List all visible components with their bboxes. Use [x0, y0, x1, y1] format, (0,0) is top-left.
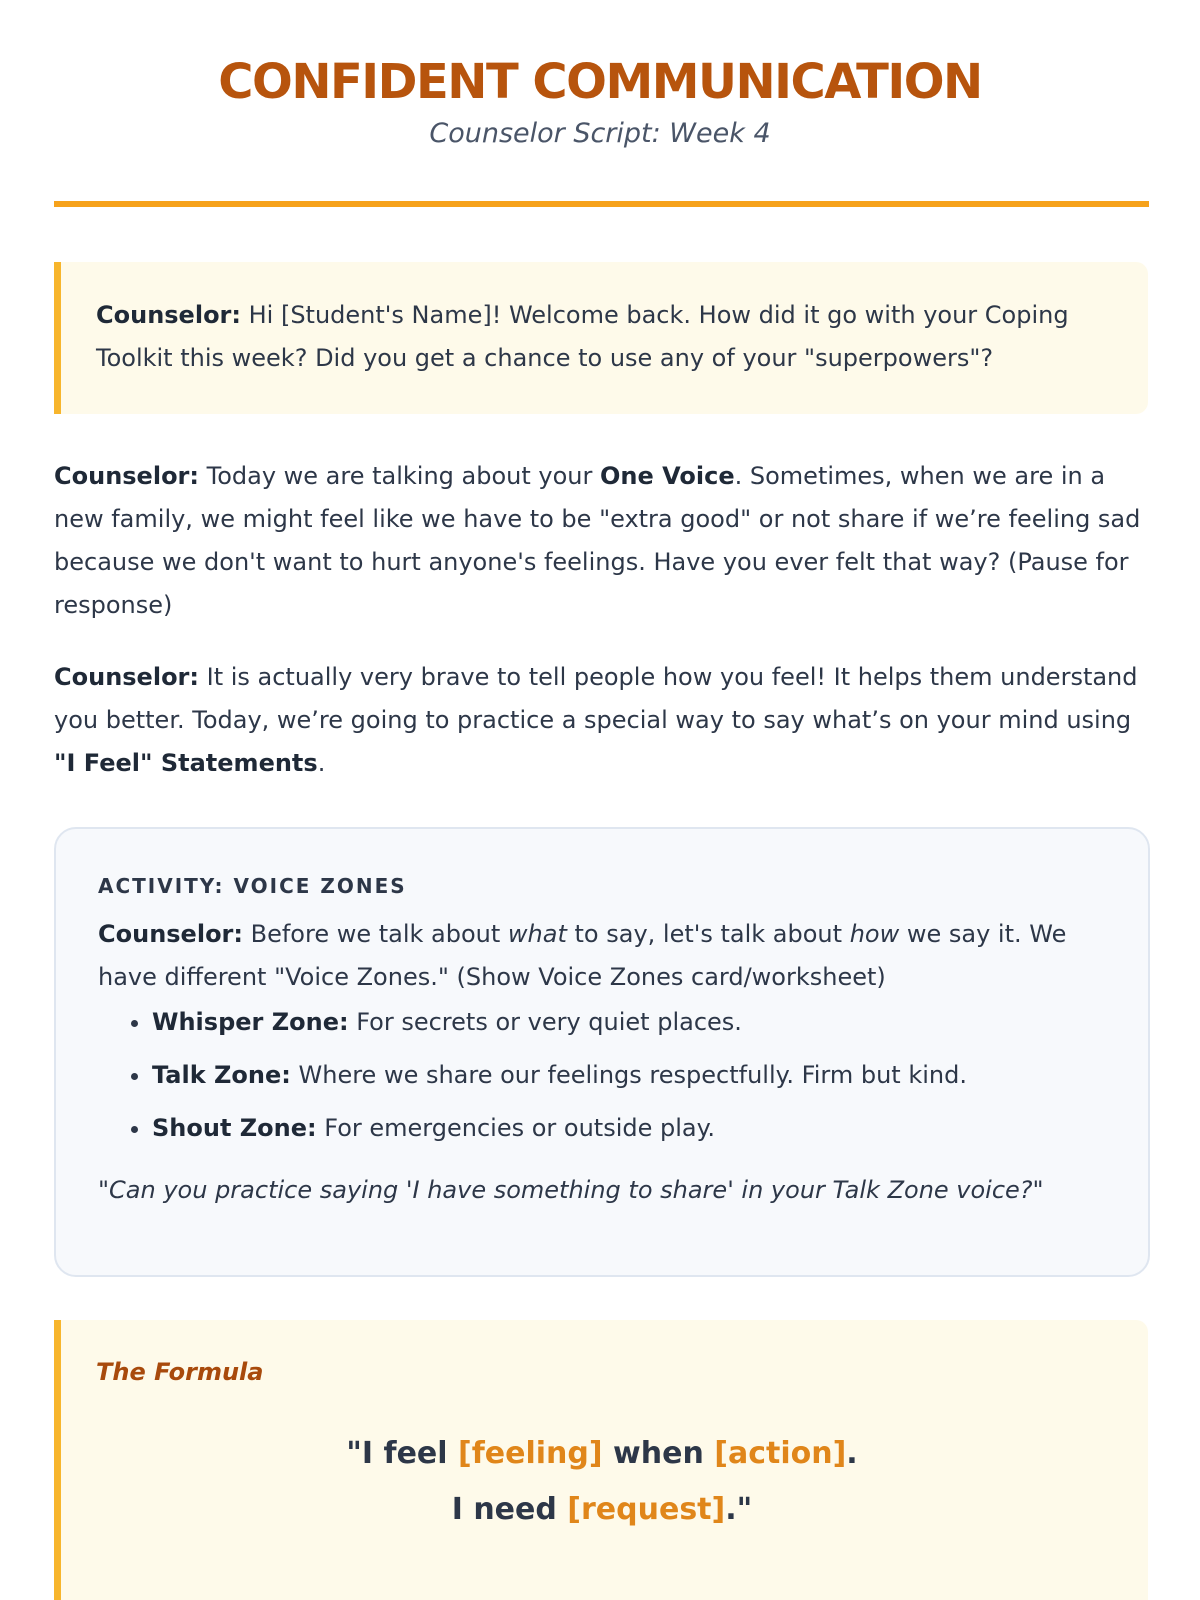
page-subtitle: Counselor Script: Week 4	[429, 118, 771, 149]
activity-label: ACTIVITY: VOICE ZONES	[98, 874, 407, 898]
activity-card	[54, 827, 1150, 1277]
one-voice-term: One Voice	[600, 462, 735, 490]
action-slot: [action]	[714, 1436, 847, 1471]
list-item: • Whisper Zone: For secrets or very quiet places.	[152, 1007, 1108, 1037]
intro-text: Counselor: Hi [Student's Name]! Welcome back. How did it go with your Coping Toolkit this week? Did you get a chance to use any of your "superpowers"?	[96, 301, 1069, 372]
speaker-label: Counselor:	[54, 663, 199, 691]
page-title: CONFIDENT COMMUNICATION	[218, 54, 982, 110]
formula-line-1: "I feel [feeling] when [action].	[346, 1436, 858, 1471]
speaker-label: Counselor:	[54, 462, 199, 490]
header-divider	[54, 201, 1149, 207]
voice-zone-list	[98, 1007, 1108, 1143]
formula-line-2: I need [request]."	[451, 1492, 753, 1527]
formula-callout	[54, 1320, 1148, 1600]
page-header	[0, 0, 1200, 152]
practice-prompt: "Can you practice saying 'I have something to share' in your Talk Zone voice?"	[98, 1176, 1044, 1204]
feeling-slot: [feeling]	[458, 1436, 603, 1471]
activity-intro: Counselor: Before we talk about what to say, let's talk about how we say it. We have different "Voice Zones." (Show Voice Zones card/worksheet)	[98, 920, 1067, 991]
script-paragraph-2: Counselor: It is actually very brave to tell people how you feel! It helps them understand you better. Today, we’re going to practice a special way to say what’s on your mind using "I Feel" Statements.	[54, 663, 1138, 777]
speaker-label: Counselor:	[96, 301, 241, 329]
script-paragraph-1: Counselor: Today we are talking about your One Voice. Sometimes, when we are in a new family, we might feel like we have to be "extra good" or not share if we’re feeling sad because we don't want to hurt anyone's feelings. Have you ever felt that way? (Pause for response)	[54, 462, 1141, 619]
speaker-label: Counselor:	[98, 920, 243, 948]
request-slot: [request]	[567, 1492, 726, 1527]
i-feel-term: "I Feel" Statements	[54, 749, 318, 777]
list-item: • Talk Zone: Where we share our feelings respectfully. Firm but kind.	[152, 1060, 1108, 1090]
formula-statement	[96, 1426, 1108, 1538]
intro-callout	[54, 262, 1148, 414]
list-item: • Shout Zone: For emergencies or outside play.	[152, 1113, 1108, 1143]
formula-label: The Formula	[96, 1358, 264, 1386]
